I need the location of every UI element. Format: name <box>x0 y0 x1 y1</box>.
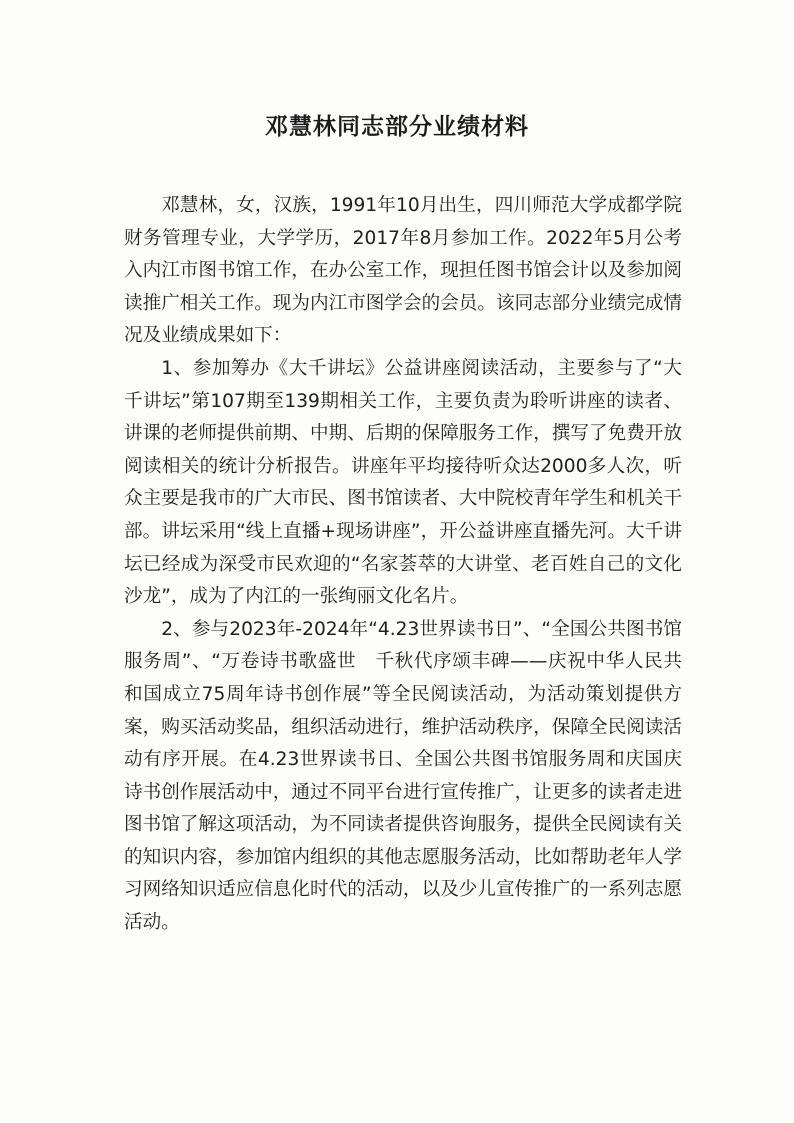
document-body <box>124 190 682 940</box>
document-title: 邓慧林同志部分业绩材料 <box>265 113 529 140</box>
paragraph-item-2: 2、参与2023年-2024年“4.23世界读书日”、“全国公共图书馆服务周”、“万卷诗书歌盛世 千秋代序颂丰碑——庆祝中华人民共和国成立75周年诗书创作展”等全民阅读活动，为活动策划提供方案，购买活动奖品，组织活动进行，维护活动秩序，保障全民阅读活动有序开展。在4.23世界读书日、全国公共图书馆服务周和庆国庆诗书创作展活动中，通过不同平台进行宣传推广，让更多的读者走进图书馆了解这项活动，为不同读者提供咨询服务，提供全民阅读有关的知识内容，参加馆内组织的其他志愿服务活动，比如帮助老年人学习网络知识适应信息化时代的活动，以及少儿宣传推广的一系列志愿活动。 <box>124 618 682 934</box>
paragraph-intro: 邓慧林，女，汉族，1991年10月出生，四川师范大学成都学院财务管理专业，大学学历，2017年8月参加工作。2022年5月公考入内江市图书馆工作，在办公室工作，现担任图书馆会计以及参加阅读推广相关工作。现为内江市图学会的会员。该同志部分业绩完成情况及业绩成果如下： <box>124 195 682 347</box>
paragraph-item-1: 1、参加筹办《大千讲坛》公益讲座阅读活动，主要参与了“大千讲坛”第107期至139期相关工作，主要负责为聆听讲座的读者、讲课的老师提供前期、中期、后期的保障服务工作，撰写了免费开放阅读相关的统计分析报告。讲座年平均接待听众达2000多人次，听众主要是我市的广大市民、图书馆读者、大中院校青年学生和机关干部。讲坛采用“线上直播+现场讲座”，开公益讲座直播先河。大千讲坛已经成为深受市民欢迎的“名家荟萃的大讲堂、老百姓自己的文化沙龙”，成为了内江的一张绚丽文化名片。 <box>124 357 682 608</box>
